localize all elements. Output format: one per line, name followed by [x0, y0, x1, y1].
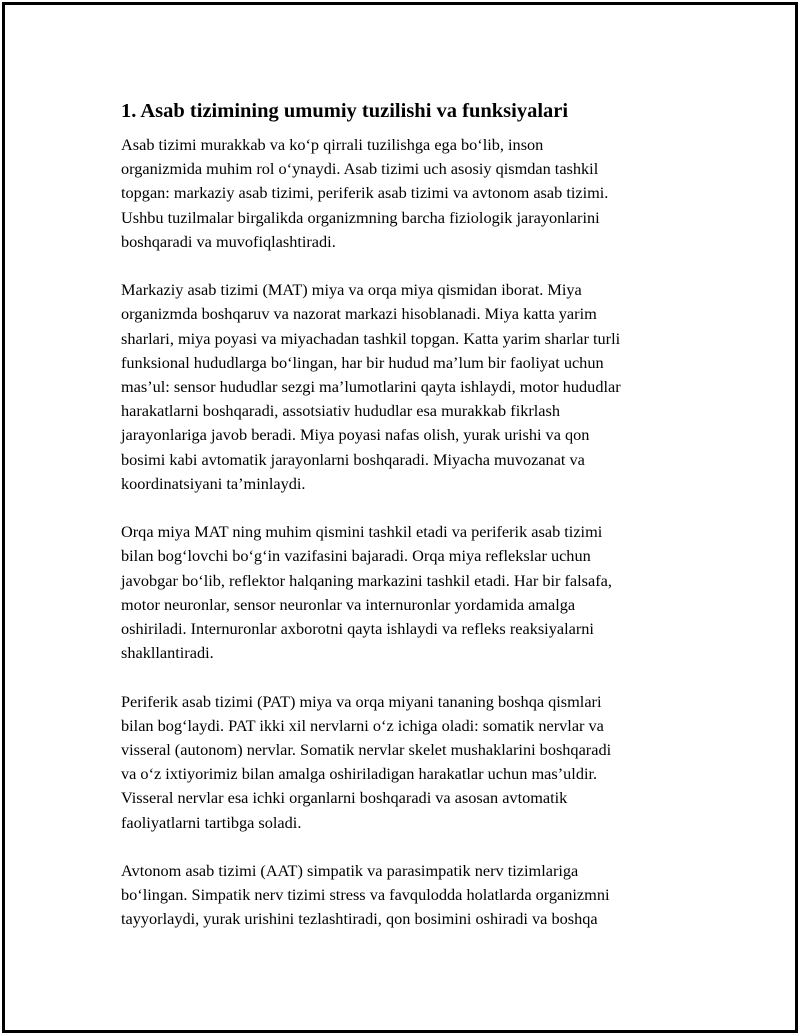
text-line: koordinatsiyani taʼminlaydi. — [121, 473, 306, 493]
text-line: oshiriladi. Internuronlar axborotni qayta ishlaydi va refleks reaksiyalarni — [121, 619, 594, 639]
text-line: bosimi kabi avtomatik jarayonlarni boshqaradi. Miyacha muvozanat va — [121, 449, 585, 469]
text-line: organizmida muhim rol oʻynaydi. Asab tizimi uch asosiy qismdan tashkil — [121, 159, 599, 179]
text-line: Ushbu tuzilmalar birgalikda organizmning barcha fiziologik jarayonlarini — [121, 207, 600, 227]
text-line: boshqaradi va muvofiqlashtiradi. — [121, 231, 336, 251]
text-line: topgan: markaziy asab tizimi, periferik asab tizimi va avtonom asab tizimi. — [121, 183, 609, 203]
text-line: Avtonom asab tizimi (AAT) simpatik va parasimpatik nerv tizimlariga — [121, 861, 579, 881]
text-line: organizmda boshqaruv va nazorat markazi hisoblanadi. Miya katta yarim — [121, 304, 597, 324]
text-line: tayyorlaydi, yurak urishini tezlashtiradi, qon bosimini oshiradi va boshqa — [121, 909, 598, 929]
text-line: Orqa miya MAT ning muhim qismini tashkil etadi va periferik asab tizimi — [121, 522, 603, 542]
text-line: motor neuronlar, sensor neuronlar va internuronlar yordamida amalga — [121, 594, 576, 614]
text-line: bilan bogʻlovchi boʻgʻin vazifasini bajaradi. Orqa miya reflekslar uchun — [121, 546, 591, 566]
text-line: visseral (autonom) nervlar. Somatik nervlar skelet mushaklarini boshqaradi — [121, 740, 612, 760]
paragraph-autonomic-nervous-system — [121, 859, 681, 932]
text-line: Asab tizimi murakkab va koʻp qirrali tuzilishga ega boʻlib, inson — [121, 135, 544, 154]
text-line: boʻlingan. Simpatik nerv tizimi stress va favqulodda holatlarda organizmni — [121, 885, 610, 905]
text-line: funksional hududlarga boʻlingan, har bir hudud maʼlum bir faoliyat uchun — [121, 352, 604, 372]
text-line: harakatlarni boshqaradi, assotsiativ hududlar esa murakkab fikrlash — [121, 401, 561, 421]
paragraph-overview — [121, 133, 681, 254]
document-body — [121, 97, 681, 956]
text-line: jarayonlariga javob beradi. Miya poyasi nafas olish, yurak urishi va qon — [121, 425, 590, 445]
paragraph-spinal-cord — [121, 520, 681, 665]
paragraph-central-nervous-system — [121, 278, 681, 496]
paragraph-peripheral-nervous-system — [121, 690, 681, 835]
text-line: shakllantiradi. — [121, 643, 214, 663]
text-line: va oʻz ixtiyorimiz bilan amalga oshiriladigan harakatlar uchun masʼuldir. — [121, 764, 598, 784]
text-line: Periferik asab tizimi (PAT) miya va orqa miyani tananing boshqa qismlari — [121, 691, 602, 711]
text-line: Markaziy asab tizimi (MAT) miya va orqa miya qismidan iborat. Miya — [121, 280, 582, 300]
text-line: Visseral nervlar esa ichki organlarni boshqaradi va asosan avtomatik — [121, 788, 568, 808]
text-line: faoliyatlarni tartibga soladi. — [121, 812, 302, 832]
section-heading: 1. Asab tizimining umumiy tuzilishi va funksiyalari — [121, 100, 569, 122]
document-page — [2, 2, 798, 1033]
text-line: javobgar boʻlib, reflektor halqaning markazini tashkil etadi. Har bir falsafa, — [121, 570, 612, 590]
text-line: sharlari, miya poyasi va miyachadan tashkil topgan. Katta yarim sharlar turli — [121, 328, 621, 348]
text-line: bilan bogʻlaydi. PAT ikki xil nervlarni oʻz ichiga oladi: somatik nervlar va — [121, 715, 604, 735]
text-line: masʼul: sensor hududlar sezgi maʼlumotlarini qayta ishlaydi, motor hududlar — [121, 377, 621, 397]
